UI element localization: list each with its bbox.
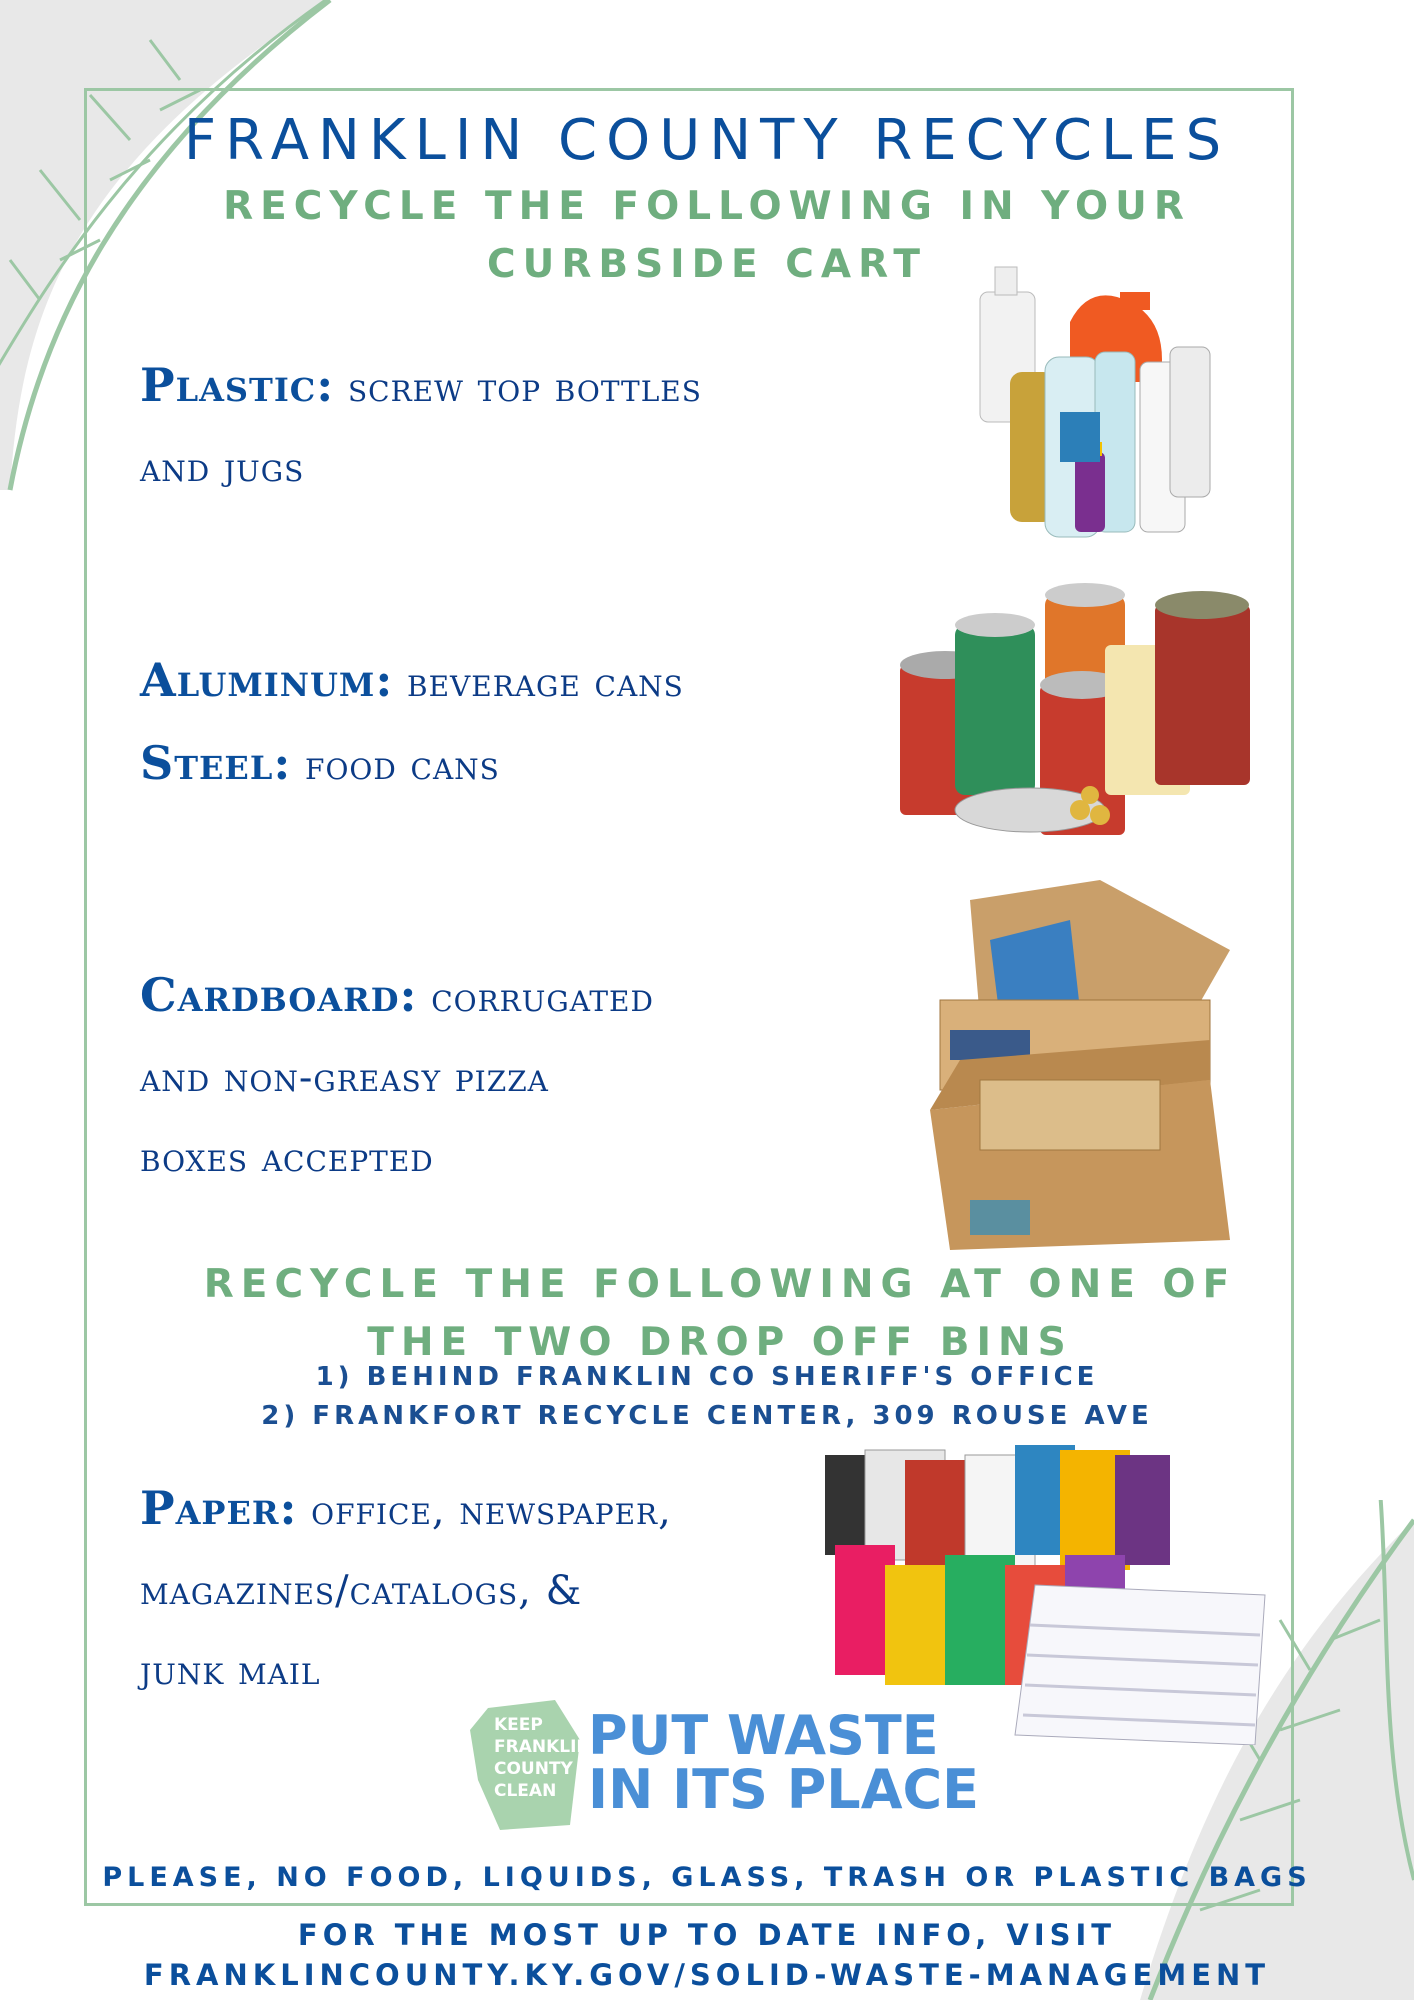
cardboard-image <box>920 880 1240 1250</box>
dropoff-location-2: 2) FRANKFORT RECYCLE CENTER, 309 ROUSE AVE <box>261 1401 1153 1431</box>
paper-text-1: office, newspaper, <box>311 1488 672 1534</box>
aluminum-text: beverage cans <box>407 660 684 706</box>
plastic-bottles-image <box>970 262 1240 562</box>
cardboard-text-3: boxes accepted <box>140 1135 434 1181</box>
steel-label: Steel <box>140 736 274 790</box>
cardboard-label: Cardboard <box>140 968 400 1022</box>
plastic-text-2: and jugs <box>140 445 305 491</box>
steel-text: food cans <box>305 743 500 789</box>
footer-info-link[interactable]: FRANKLINCOUNTY.KY.GOV/SOLID-WASTE-MANAGEMENT <box>143 1958 1271 1992</box>
paper-text-2: magazines/catalogs, & <box>140 1568 583 1614</box>
plastic-text-1: screw top bottles <box>347 365 702 411</box>
dropoff-location-1: 1) BEHIND FRANKLIN CO SHERIFF'S OFFICE <box>315 1362 1099 1392</box>
page-title: FRANKLIN COUNTY RECYCLES <box>183 108 1231 173</box>
plastic-item: Plastic: screw top bottles and jugs <box>140 345 702 508</box>
logo-badge-text: KEEP FRANKLIN COUNTY CLEAN <box>494 1715 591 1801</box>
footer-info-line-1: FOR THE MOST UP TO DATE INFO, VISIT <box>297 1918 1117 1952</box>
cardboard-text-2: and non-greasy pizza <box>140 1055 549 1101</box>
curbside-heading: RECYCLE THE FOLLOWING IN YOUR CURBSIDE CART <box>223 184 1191 287</box>
paper-item: Paper: office, newspaper, magazines/catalogs, & junk mail <box>140 1468 672 1711</box>
cardboard-text-1: corrugated <box>431 975 654 1021</box>
paper-text-3: junk mail <box>140 1648 321 1694</box>
dropoff-heading: RECYCLE THE FOLLOWING AT ONE OF THE TWO DROP OFF BINS <box>203 1262 1237 1365</box>
footer-warning: PLEASE, NO FOOD, LIQUIDS, GLASS, TRASH OR PLASTIC BAGS <box>102 1862 1312 1893</box>
keep-franklin-clean-logo <box>470 1700 979 1830</box>
cardboard-item: Cardboard: corrugated and non-greasy pizza boxes accepted <box>140 955 654 1198</box>
plastic-label: Plastic <box>140 358 317 412</box>
aluminum-label: Aluminum <box>140 653 376 707</box>
metal-items: Aluminum: beverage cans Steel: food cans <box>140 653 684 790</box>
cans-image <box>890 565 1270 865</box>
logo-slogan-line-1: PUT WASTE <box>588 1704 939 1767</box>
logo-slogan-line-2: IN ITS PLACE <box>588 1758 979 1821</box>
paper-label: Paper <box>140 1481 280 1535</box>
